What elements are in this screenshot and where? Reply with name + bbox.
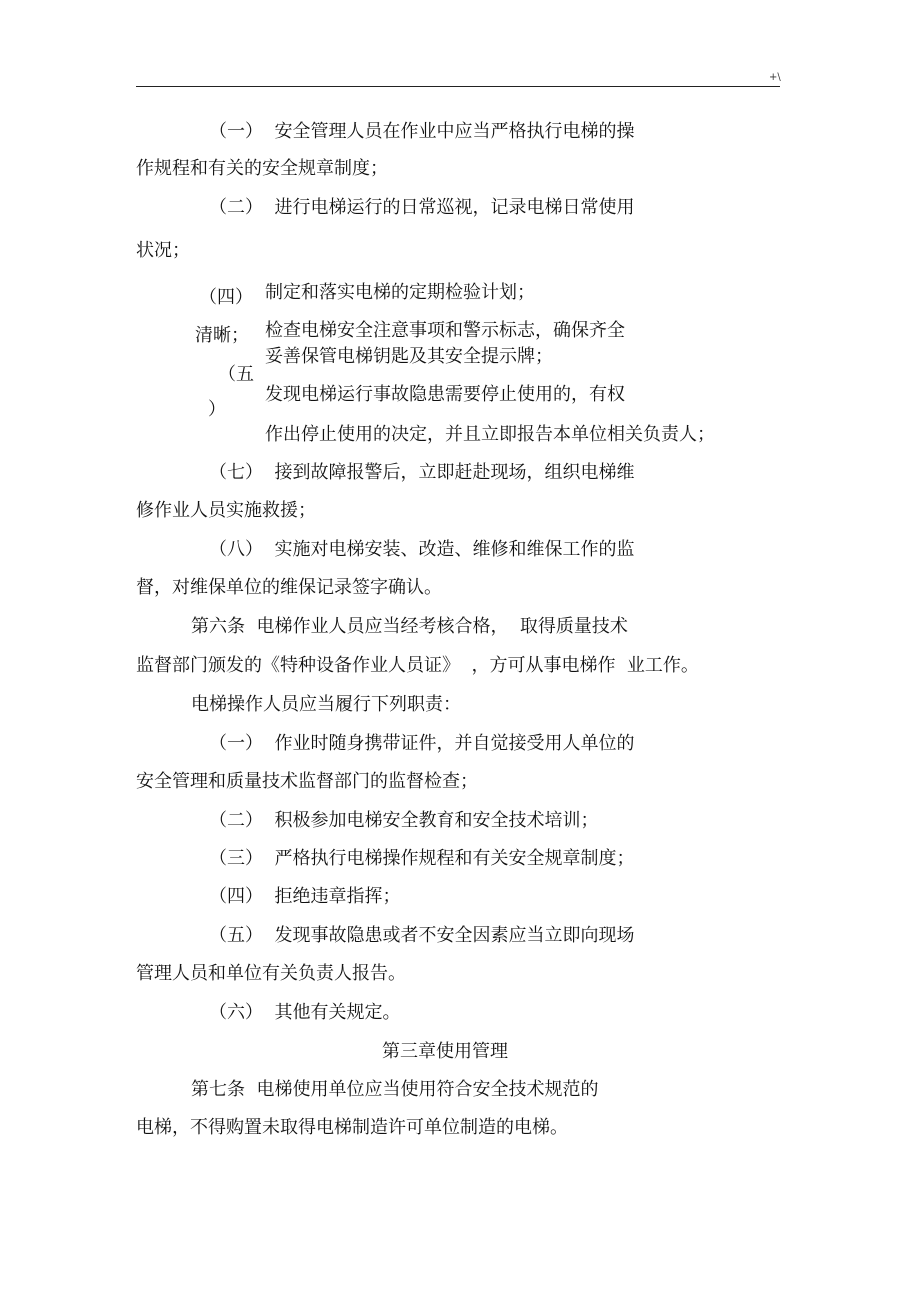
text-line: （四） <box>199 287 253 308</box>
text-line: （二） 积极参加电梯安全教育和安全技术培训； <box>209 810 599 831</box>
text-line: 第七条 电梯使用单位应当使用符合安全技术规范的 <box>191 1079 599 1100</box>
text-line: 状况； <box>136 240 190 261</box>
text-line: （五 <box>218 364 254 385</box>
text-line: 作出停止使用的决定，并且立即报告本单位相关负责人； <box>265 424 715 445</box>
text-line: 督，对维保单位的维保记录签字确认。 <box>136 577 442 598</box>
text-line: （一） 作业时随身携带证件，并自觉接受用人单位的 <box>209 733 635 754</box>
text-line: 管理人员和单位有关负责人报告。 <box>136 963 406 984</box>
text-line: 电梯，不得购置未取得电梯制造许可单位制造的电梯。 <box>136 1117 568 1138</box>
text-line: （二） 进行电梯运行的日常巡视，记录电梯日常使用 <box>209 197 635 218</box>
chapter-heading: 第三章使用管理 <box>382 1041 508 1062</box>
text-line: 电梯操作人员应当履行下列职责： <box>191 694 461 715</box>
header-rule <box>136 86 780 87</box>
text-line: （一） 安全管理人员在作业中应当严格执行电梯的操 <box>209 121 635 142</box>
text-line: 安全管理和质量技术监督部门的监督检查； <box>136 771 478 792</box>
text-line: （八） 实施对电梯安装、改造、维修和维保工作的监 <box>209 539 635 560</box>
text-line: （六） 其他有关规定。 <box>209 1002 401 1023</box>
text-line: （三） 严格执行电梯操作规程和有关安全规章制度； <box>209 848 635 869</box>
text-line: 发现电梯运行事故隐患需要停止使用的，有权 <box>265 384 625 405</box>
header-mark: +\ <box>769 72 781 83</box>
text-line: 修作业人员实施救援； <box>136 500 316 521</box>
text-line: 清晰； <box>195 325 249 346</box>
text-line: 制定和落实电梯的定期检验计划； <box>265 282 535 303</box>
text-line: 妥善保管电梯钥匙及其安全提示牌； <box>265 346 553 367</box>
text-line: 监督部门颁发的《特种设备作业人员证》 ，方可从事电梯作 业工作。 <box>136 655 699 676</box>
text-line: ） <box>208 399 226 420</box>
text-line: （四） 拒绝违章指挥； <box>209 886 401 907</box>
text-line: 检查电梯安全注意事项和警示标志，确保齐全 <box>265 320 625 341</box>
text-line: 第六条 电梯作业人员应当经考核合格， 取得质量技术 <box>191 616 628 637</box>
text-line: （七） 接到故障报警后，立即赶赴现场，组织电梯维 <box>209 462 635 483</box>
text-line: （五） 发现事故隐患或者不安全因素应当立即向现场 <box>209 925 635 946</box>
text-line: 作规程和有关的安全规章制度； <box>136 158 388 179</box>
